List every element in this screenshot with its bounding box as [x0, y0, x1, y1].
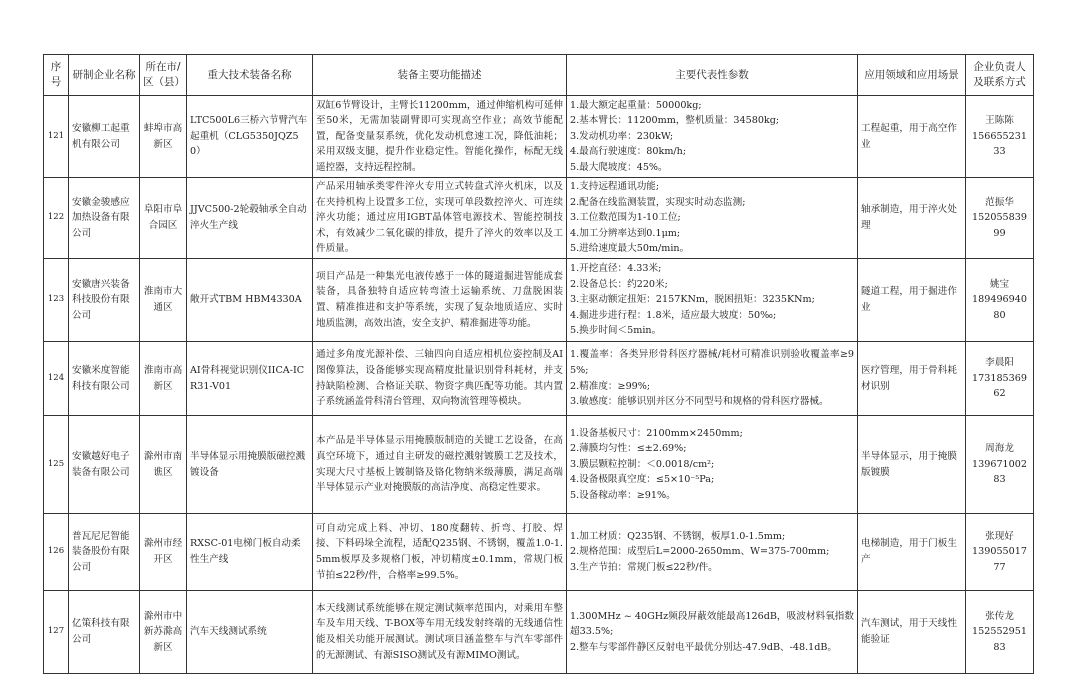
- contact-name: 王陈陈: [985, 115, 1014, 127]
- row-application: 工程起重，用于高空作业: [858, 96, 966, 178]
- contact-phone: 15205583999: [972, 212, 1027, 239]
- row-params: [567, 591, 858, 674]
- row-location: 滁州市中新苏滁高新区: [140, 591, 187, 674]
- contact-name: 姚宝: [989, 278, 1010, 290]
- row-description: 可自动完成上料、冲切、180度翻转、折弯、打胶、焊接、下料码垛全流程，适配Q235钢、不锈钢，覆盖1.0-1.5mm板厚及多规格门板，冲切精度±0.1mm，常规门板节拍≤22秒/件，合格率≥99.5%。: [313, 514, 567, 591]
- row-application: 医疗管理，用于骨科耗材识别: [858, 342, 966, 416]
- row-contact: [966, 514, 1034, 591]
- row-company: 安徽金骏感应加热设备有限公司: [69, 178, 140, 259]
- table-row: [44, 259, 1034, 342]
- row-location: 淮南市大通区: [140, 259, 187, 342]
- row-company: 安徽柳工起重机有限公司: [69, 96, 140, 178]
- header-row: [44, 55, 1034, 96]
- row-params: [567, 178, 858, 259]
- contact-name: 范振华: [985, 196, 1014, 208]
- table-row: [44, 416, 1034, 514]
- row-company: 安徽越好电子装备有限公司: [69, 416, 140, 514]
- row-location: 蚌埠市高新区: [140, 96, 187, 178]
- params-list: [570, 426, 854, 504]
- table-row: [44, 178, 1034, 259]
- table-row: [44, 514, 1034, 591]
- table-row: [44, 342, 1034, 416]
- param-item: 5.最大爬坡度：45%。: [570, 161, 668, 173]
- contact-name: 李晨阳: [985, 357, 1014, 369]
- table-row: [44, 96, 1034, 178]
- row-description: 双缸6节臂设计，主臂长11200mm，通过伸缩机构可延伸至50米，无需加装副臂即可实现高空作业；高效节能配置，配备变量泵系统，优化发动机怠速工况，降低油耗；采用双级支腿，提升作业稳定性。智能化操作，标配无线遥控器，支持远程控制。: [313, 96, 567, 178]
- params-list: [570, 609, 854, 656]
- row-equipment: 汽车天线测试系统: [187, 591, 313, 674]
- params-list: [570, 261, 854, 339]
- row-params: [567, 416, 858, 514]
- param-item: 1.支持远程通讯功能;: [570, 181, 660, 193]
- row-index: 126: [44, 514, 69, 591]
- contact-name: 张现好: [985, 530, 1014, 542]
- row-contact: [966, 342, 1034, 416]
- param-item: 4.设备极限真空度：≤5×10⁻⁵Pa;: [570, 474, 715, 486]
- param-item: 3.发动机功率：230kW;: [570, 130, 674, 142]
- table-row: [44, 591, 1034, 674]
- row-params: [567, 259, 858, 342]
- header-contact: 企业负责人及联系方式: [966, 55, 1034, 96]
- param-item: 1.开挖直径：4.33米;: [570, 263, 662, 275]
- row-company: 安徽米度智能科技有限公司: [69, 342, 140, 416]
- row-company: 亿策科技有限公司: [69, 591, 140, 674]
- params-list: [570, 98, 854, 176]
- param-item: 1.设备基板尺寸：2100mm×2450mm;: [570, 427, 743, 439]
- row-params: [567, 342, 858, 416]
- param-item: 2.整车与零部件静区反射电平最优分别达-47.9dB、-48.1dB。: [570, 641, 838, 653]
- row-equipment: 敞开式TBM HBM4330A: [187, 259, 313, 342]
- param-item: 4.最高行驶速度：80km/h;: [570, 146, 687, 158]
- param-item: 5.换步时间＜5min。: [570, 325, 662, 337]
- row-index: 122: [44, 178, 69, 259]
- contact-phone: 15665523133: [972, 130, 1027, 158]
- row-description: 本天线测试系统能够在规定测试频率范围内，对乘用车整车及车用天线、T-BOX等车用无线发射终端的无线通信性能及相关功能开展测试。测试项目涵盖整车与汽车零部件的无源测试、有源SISO测试及有源MIMO测试。: [313, 591, 567, 674]
- param-item: 2.配备在线监测装置，实现实时动态监测;: [570, 196, 746, 208]
- param-item: 3.膜层颗粒控制：＜0.0018/cm²;: [570, 458, 715, 470]
- header-equipment: 重大技术装备名称: [187, 55, 313, 96]
- param-item: 4.掘进步进行程：1.8米，适应最大坡度：50‰;: [570, 309, 777, 321]
- row-description: 产品采用轴承类零件淬火专用立式转盘式淬火机床，以及在夹持机构上设置多工位，实现可单段数控淬火、可连续淬火功能；通过应用IGBT晶体管电源技术、智能控制技术，有效减少二氧化碳的排放，提升了淬火的效率以及工件质量。: [313, 178, 567, 259]
- contact-name: 张传龙: [985, 610, 1014, 622]
- row-company: 普瓦尼尼智能装备股份有限公司: [69, 514, 140, 591]
- row-equipment: JJVC500-2轮毂轴承全自动淬火生产线: [187, 178, 313, 259]
- row-index: 123: [44, 259, 69, 342]
- param-item: 3.生产节拍：常规门板≤22秒/件。: [570, 561, 718, 573]
- header-location: 所在市/区（县）: [140, 55, 187, 96]
- param-item: 2.精准度：≥99%;: [570, 380, 651, 392]
- row-index: 127: [44, 591, 69, 674]
- header-company: 研制企业名称: [69, 55, 140, 96]
- row-contact: [966, 96, 1034, 178]
- param-item: 1.300MHz ~ 40GHz频段屏蔽效能最高126dB，吸波材料氧指数超33.5%;: [570, 610, 854, 638]
- header-index: 序号: [44, 55, 69, 96]
- param-item: 2.规格范围：成型后L=2000-2650mm、W=375-700mm;: [570, 546, 830, 558]
- row-equipment: LTC500L6三桥六节臂汽车起重机（CLG5350JQZ50）: [187, 96, 313, 178]
- row-index: 125: [44, 416, 69, 514]
- param-item: 3.工位数范围为1-10工位;: [570, 212, 681, 224]
- row-application: 轴承制造，用于淬火处理: [858, 178, 966, 259]
- param-item: 2.基本臂长：11200mm，整机质量：34580kg;: [570, 115, 780, 127]
- param-item: 1.加工材质：Q235钢、不锈钢，板厚1.0-1.5mm;: [570, 530, 786, 542]
- contact-phone: 18949694080: [972, 294, 1027, 321]
- row-index: 121: [44, 96, 69, 178]
- row-contact: [966, 259, 1034, 342]
- row-company: 安徽唐兴装备科技股份有限公司: [69, 259, 140, 342]
- equipment-table: [43, 54, 1034, 674]
- row-location: 阜阳市阜合园区: [140, 178, 187, 259]
- param-item: 2.设备总长：约220米;: [570, 278, 668, 290]
- row-contact: [966, 416, 1034, 514]
- param-item: 1.最大额定起重量：50000kg;: [570, 99, 702, 111]
- row-location: 滁州市南谯区: [140, 416, 187, 514]
- contact-phone: 13967100283: [972, 458, 1027, 486]
- contact-phone: 17318536962: [972, 372, 1027, 400]
- row-location: 淮南市高新区: [140, 342, 187, 416]
- param-item: 3.敏感度：能够识别并区分不同型号和规格的骨科医疗器械。: [570, 396, 829, 408]
- params-list: [570, 529, 854, 576]
- row-contact: [966, 178, 1034, 259]
- row-equipment: AI骨科视觉识别仪IICA-ICR31-V01: [187, 342, 313, 416]
- row-location: 滁州市经开区: [140, 514, 187, 591]
- row-contact: [966, 591, 1034, 674]
- row-application: 半导体显示，用于掩膜版镀膜: [858, 416, 966, 514]
- param-item: 2.薄膜均匀性：≤±2.69%;: [570, 443, 687, 455]
- params-list: [570, 347, 854, 409]
- row-equipment: 半导体显示用掩膜版磁控溅镀设备: [187, 416, 313, 514]
- row-params: [567, 514, 858, 591]
- row-description: 项目产品是一种集光电液传感于一体的隧道掘进智能成套装备，具备独特自适应转弯渣土运输系统、刀盘脱困装置、精准推进和支护等系统，实现了复杂地质适应、实时地质监测，高效出渣，安全支护、精准掘进等功能。: [313, 259, 567, 342]
- contact-name: 周海龙: [985, 443, 1014, 455]
- row-params: [567, 96, 858, 178]
- param-item: 4.加工分辨率达到0.1μm;: [570, 227, 681, 239]
- header-application: 应用领域和应用场景: [858, 55, 966, 96]
- row-application: 隧道工程，用于掘进作业: [858, 259, 966, 342]
- row-application: 电梯制造，用于门板生产: [858, 514, 966, 591]
- param-item: 5.进给速度最大50m/min。: [570, 243, 690, 255]
- contact-phone: 13905501777: [972, 546, 1027, 573]
- params-list: [570, 179, 854, 257]
- row-description: 通过多角度光源补偿、三轴四向自适应相机位姿控制及AI图像算法，设备能够实现高精度批量识别骨科耗材，并支持缺陷检测、合格证关联、物资字典匹配等功能。其内置子系统涵盖骨科清台管理、双向物流管理等模块。: [313, 342, 567, 416]
- param-item: 5.设备稼动率：≥91%。: [570, 489, 676, 501]
- row-application: 汽车测试，用于天线性能验证: [858, 591, 966, 674]
- param-item: 3.主驱动额定扭矩：2157KNm，脱困扭矩：3235KNm;: [570, 294, 815, 306]
- contact-phone: 15255295183: [972, 626, 1027, 653]
- row-index: 124: [44, 342, 69, 416]
- row-equipment: RXSC-01电梯门板自动柔性生产线: [187, 514, 313, 591]
- param-item: 1.覆盖率：各类异形骨科医疗器械/耗材可精准识别验收覆盖率≥95%;: [570, 349, 854, 376]
- header-description: 装备主要功能描述: [313, 55, 567, 96]
- header-params: 主要代表性参数: [567, 55, 858, 96]
- row-description: 本产品是半导体显示用掩膜版制造的关键工艺设备，在高真空环境下，通过自主研发的磁控溅射镀膜工艺及技术，实现大尺寸基板上镀制铬及铬化物纳米级薄膜，满足高端半导体显示产业对掩膜版的高洁净度、高稳定性要求。: [313, 416, 567, 514]
